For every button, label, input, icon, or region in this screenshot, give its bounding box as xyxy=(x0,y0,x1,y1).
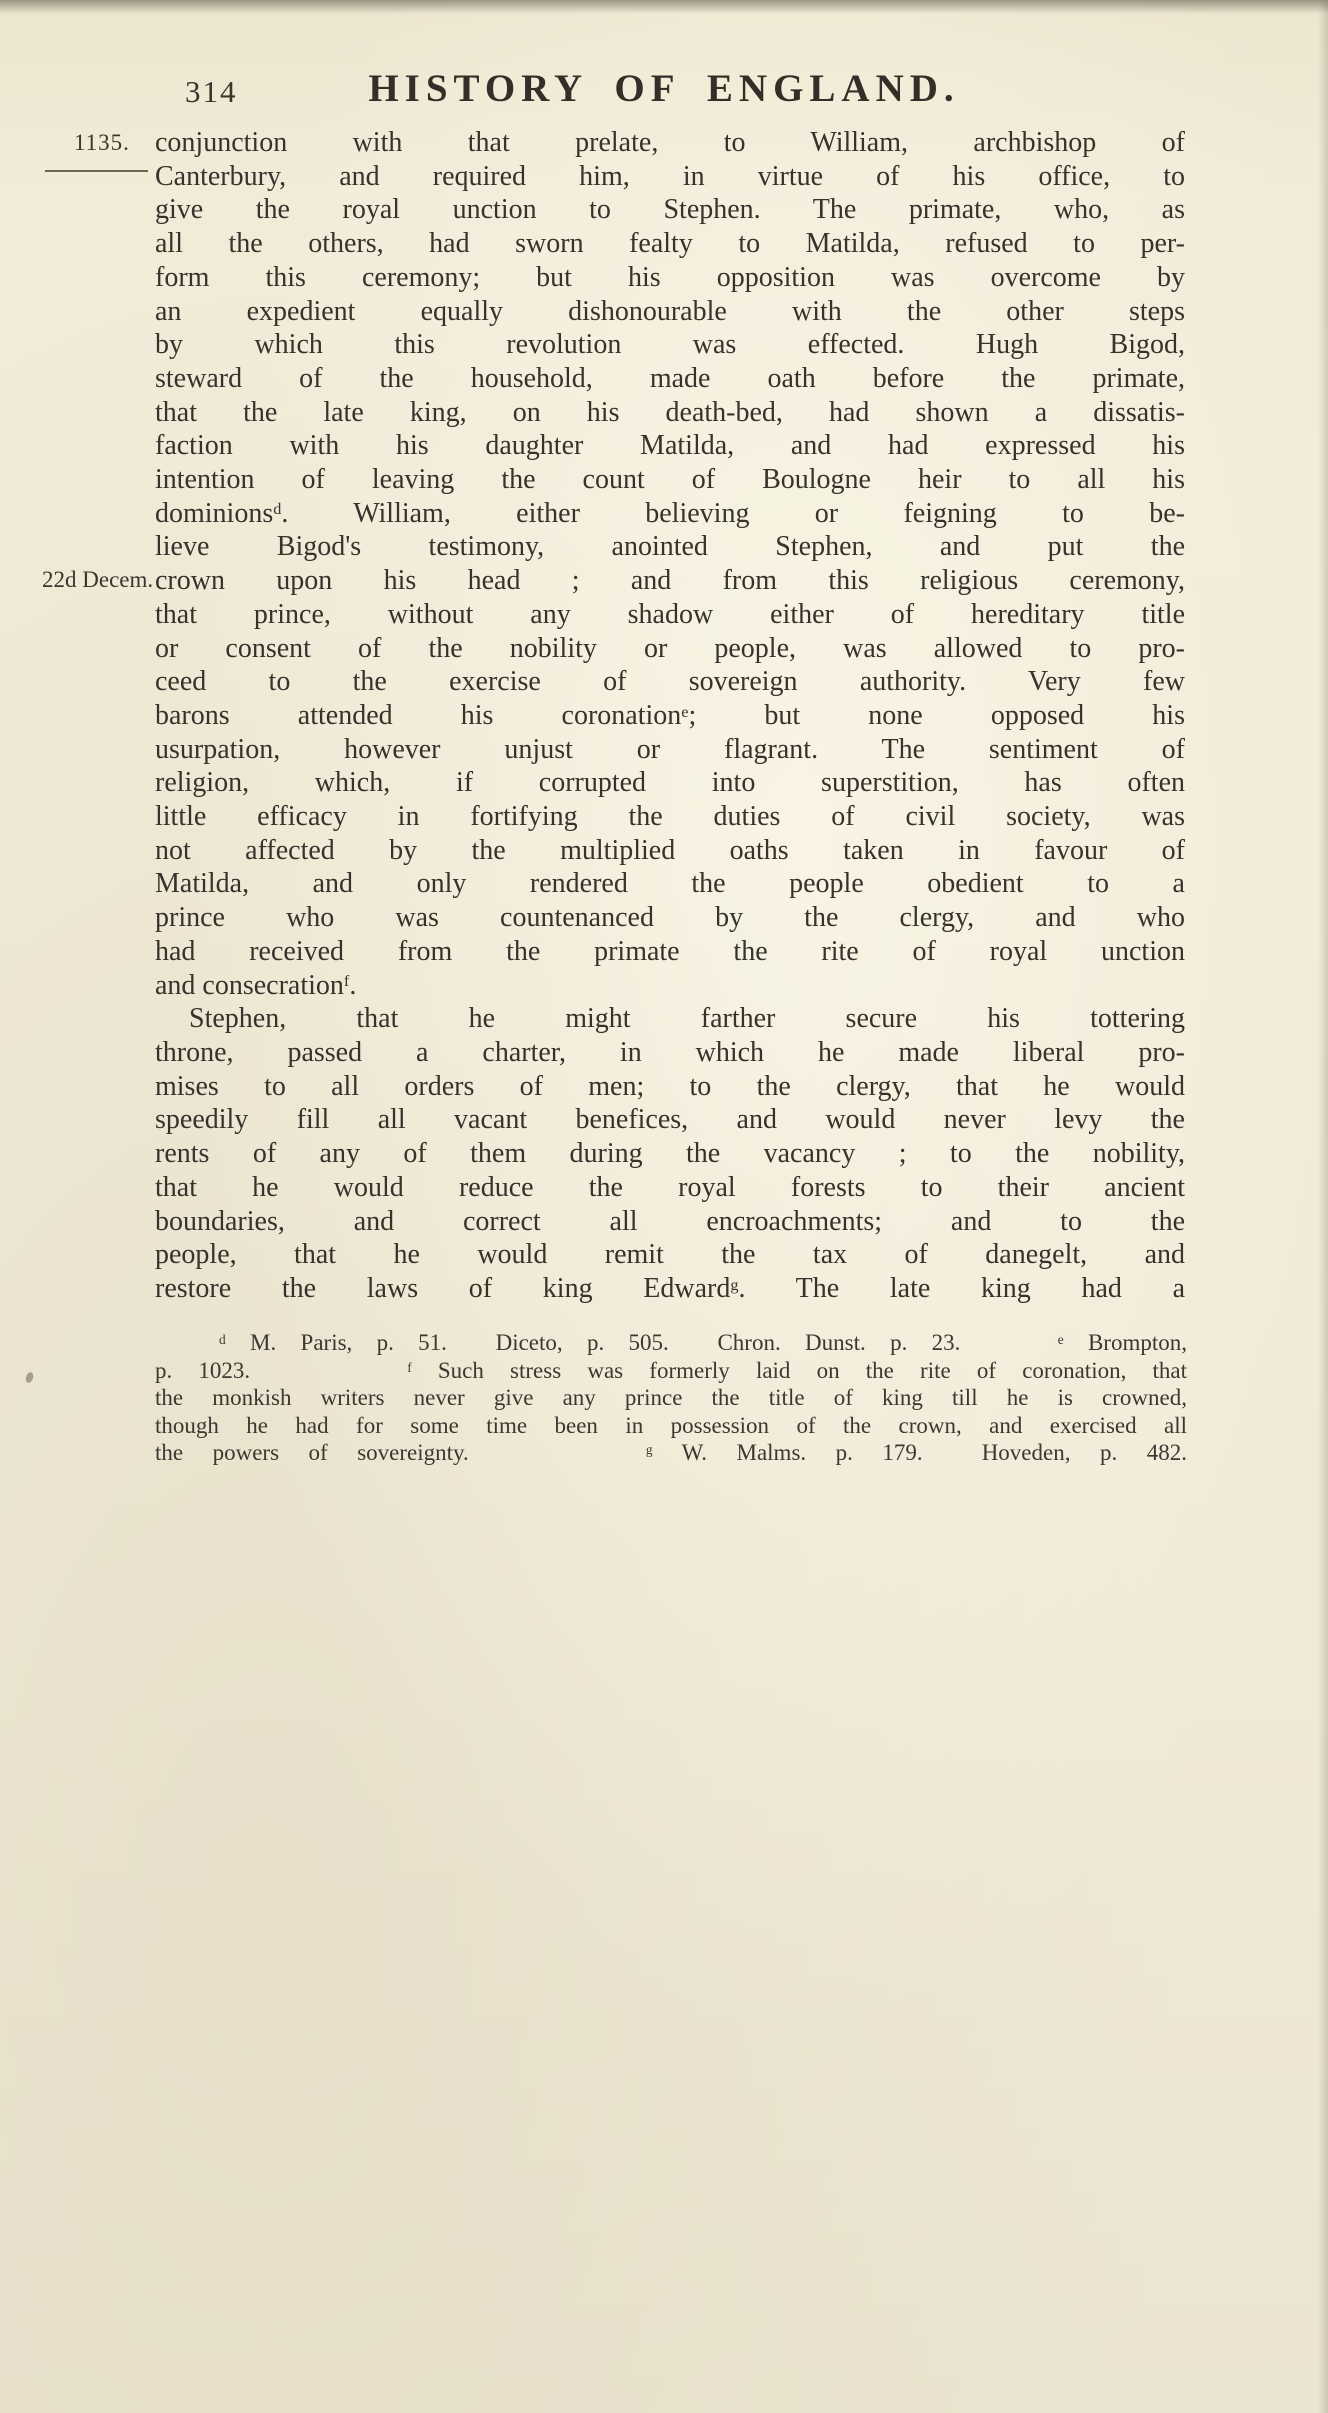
text-line: Canterbury, and required him, in virtue of his office, to xyxy=(155,160,1185,192)
text-line: speedily fill all vacant benefices, and would never levy the xyxy=(155,1104,1185,1136)
text-line: mises to all orders of men; to the clergy, that he would xyxy=(155,1070,1185,1102)
text-line: not affected by the multiplied oaths taken in favour of xyxy=(155,834,1185,866)
text-line: though he had for some time been in possession of the crown, and exercised all xyxy=(155,1412,1187,1438)
text-line: had received from the primate the rite of royal unction xyxy=(155,935,1185,967)
footnote-marker: e xyxy=(1057,1332,1064,1347)
text-line: dominions$^d$. William, either believing or feigning to be- xyxy=(155,497,1185,529)
text-line: conjunction with that prelate, to William, archbishop of xyxy=(155,127,1185,158)
text-line: rents of any of them during the vacancy ; to the nobility, xyxy=(155,1138,1185,1170)
text-line: p. 1023. $^f$ Such stress was formerly laid on the rite of coronation, that xyxy=(155,1357,1187,1383)
text-line: religion, which, if corrupted into superstition, has often xyxy=(155,767,1185,799)
text-line: the monkish writers never give any prince the title of king till he is crowned, xyxy=(155,1385,1187,1411)
footnote-marker: d xyxy=(219,1332,226,1347)
footnotes xyxy=(155,1329,1187,1467)
margin-rule xyxy=(45,170,148,172)
footnote-marker: f xyxy=(343,972,350,991)
text-line: restore the laws of king Edward$^g$. The late king had a xyxy=(155,1272,1185,1304)
text-line: barons attended his coronation$^e$; but none opposed his xyxy=(155,699,1185,731)
text-line: that he would reduce the royal forests to their ancient xyxy=(155,1171,1185,1203)
text-line: lieve Bigod's testimony, anointed Stephen, and put the xyxy=(155,531,1185,563)
text-line: give the royal unction to Stephen. The primate, who, as xyxy=(155,194,1185,226)
text-line: boundaries, and correct all encroachments; and to the xyxy=(155,1205,1185,1237)
page-header xyxy=(0,66,1328,116)
text-line: prince who was countenanced by the clergy, and who xyxy=(155,902,1185,934)
body-text xyxy=(155,126,1185,1306)
text-line: ceed to the exercise of sovereign authority. Very few xyxy=(155,666,1185,698)
footnote-marker: g xyxy=(730,1275,739,1294)
text-line: people, that he would remit the tax of danegelt, and xyxy=(155,1239,1185,1271)
text-line: Stephen, that he might farther secure his tottering xyxy=(189,1003,1185,1035)
text-line: intention of leaving the count of Boulogne heir to all his xyxy=(155,464,1185,496)
page-number: 314 xyxy=(185,74,238,109)
footnote-marker: e xyxy=(681,702,689,721)
text-line: little efficacy in fortifying the duties of civil society, was xyxy=(155,801,1185,833)
footnote-marker: f xyxy=(407,1359,412,1375)
margin-note-year: 1135. xyxy=(74,130,130,155)
text-line: and consecration$^f$. xyxy=(155,969,357,1001)
running-title: HISTORY OF ENGLAND. xyxy=(368,67,960,110)
text-line: usurpation, however unjust or flagrant. The sentiment of xyxy=(155,733,1185,765)
text-line: crown upon his head ; and from this religious ceremony, xyxy=(155,565,1185,597)
text-line: Matilda, and only rendered the people obedient to a xyxy=(155,868,1185,900)
text-line: that prince, without any shadow either of hereditary title xyxy=(155,598,1185,630)
footnote-marker: g xyxy=(645,1442,653,1458)
margin-note-date: 22d Decem. xyxy=(42,567,154,592)
paragraph-2 xyxy=(155,1002,1185,1305)
text-line: throne, passed a charter, in which he made liberal pro- xyxy=(155,1036,1185,1068)
text-line: steward of the household, made oath before the primate, xyxy=(155,362,1185,394)
text-line: form this ceremony; but his opposition was overcome by xyxy=(155,261,1185,293)
text-line: all the others, had sworn fealty to Matilda, refused to per- xyxy=(155,228,1185,260)
text-line: that the late king, on his death-bed, had shown a dissatis- xyxy=(155,396,1185,428)
text-line: or consent of the nobility or people, was allowed to pro- xyxy=(155,632,1185,664)
text-line: $^d$ M. Paris, p. 51. Diceto, p. 505. Chron. Dunst. p. 23. $^e$ Brompton, xyxy=(219,1330,1187,1355)
text-line: by which this revolution was effected. Hugh Bigod, xyxy=(155,329,1185,361)
text-line: the powers of sovereignty. $^g$ W. Malms. p. 179. Hoveden, p. 482. xyxy=(155,1440,1187,1466)
paragraph-1 xyxy=(155,126,1185,1002)
text-line: an expedient equally dishonourable with the other steps xyxy=(155,295,1185,327)
ink-speck xyxy=(24,1371,34,1384)
text-line: faction with his daughter Matilda, and had expressed his xyxy=(155,430,1185,462)
footnote-marker: d xyxy=(273,500,282,519)
